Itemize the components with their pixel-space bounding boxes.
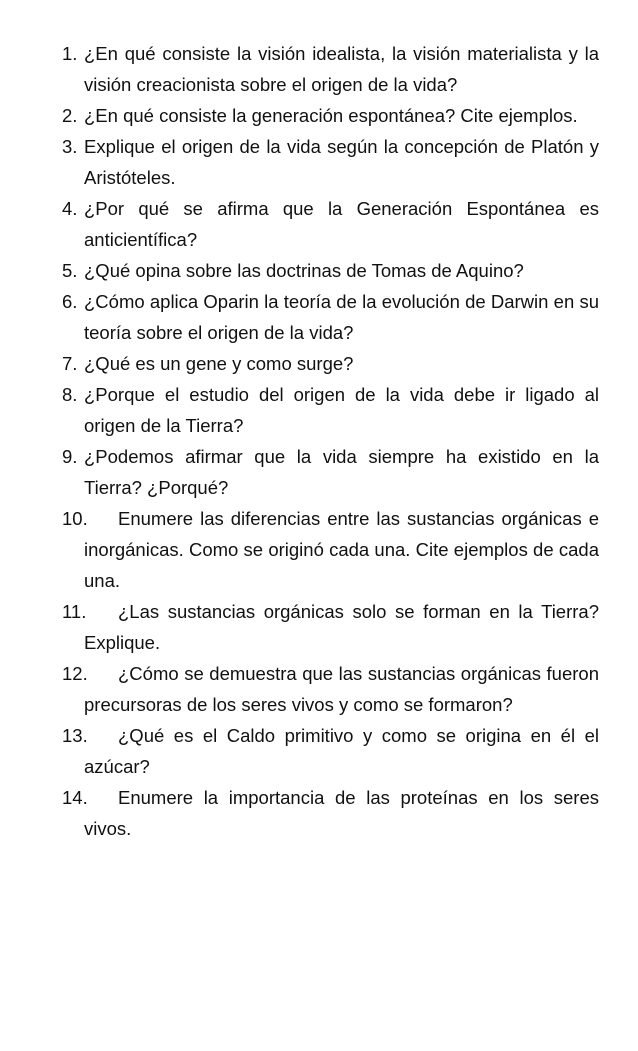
question-item [62,503,599,596]
question-text: ¿Por qué se afirma que la Generación Espontánea es anticientífica? [84,198,599,250]
question-number: 3. [62,136,78,157]
question-item [62,255,599,286]
question-item [62,379,599,441]
question-number: 11. [62,601,87,622]
question-item [62,100,599,131]
question-number: 13. [62,725,88,746]
question-item [62,596,599,658]
question-item [62,193,599,255]
question-item [62,38,599,100]
question-text: ¿Qué opina sobre las doctrinas de Tomas de Aquino? [84,260,524,281]
question-text: Explique el origen de la vida según la concepción de Platón y Aristóteles. [84,136,599,188]
question-text: Enumere la importancia de las proteínas en los seres vivos. [84,787,599,839]
question-item [62,348,599,379]
question-item [62,441,599,503]
question-number: 5. [62,260,78,281]
question-text: ¿Qué es el Caldo primitivo y como se origina en él el azúcar? [84,725,599,777]
question-list [0,38,638,844]
question-number: 9. [62,446,78,467]
question-item [62,286,599,348]
question-item [62,131,599,193]
question-text: ¿Podemos afirmar que la vida siempre ha existido en la Tierra? ¿Porqué? [84,446,599,498]
question-item [62,782,599,844]
question-number: 10. [62,508,88,529]
question-item [62,720,599,782]
question-text: ¿Porque el estudio del origen de la vida debe ir ligado al origen de la Tierra? [84,384,599,436]
question-number: 8. [62,384,78,405]
question-number: 4. [62,198,78,219]
question-number: 12. [62,663,88,684]
question-text: ¿En qué consiste la generación espontánea? Cite ejemplos. [84,105,578,126]
question-number: 6. [62,291,78,312]
question-number: 1. [62,43,78,64]
question-text: Enumere las diferencias entre las sustancias orgánicas e inorgánicas. Como se originó cada una. Cite ejemplos de cada una. [84,508,599,591]
question-number: 2. [62,105,78,126]
question-text: ¿Cómo aplica Oparin la teoría de la evolución de Darwin en su teoría sobre el origen de la vida? [84,291,599,343]
question-text: ¿En qué consiste la visión idealista, la visión materialista y la visión creacionista sobre el origen de la vida? [84,43,599,95]
question-number: 7. [62,353,78,374]
question-item [62,658,599,720]
question-text: ¿Las sustancias orgánicas solo se forman en la Tierra? Explique. [84,601,599,653]
question-number: 14. [62,787,88,808]
question-text: ¿Cómo se demuestra que las sustancias orgánicas fueron precursoras de los seres vivos y como se formaron? [84,663,599,715]
question-text: ¿Qué es un gene y como surge? [84,353,354,374]
